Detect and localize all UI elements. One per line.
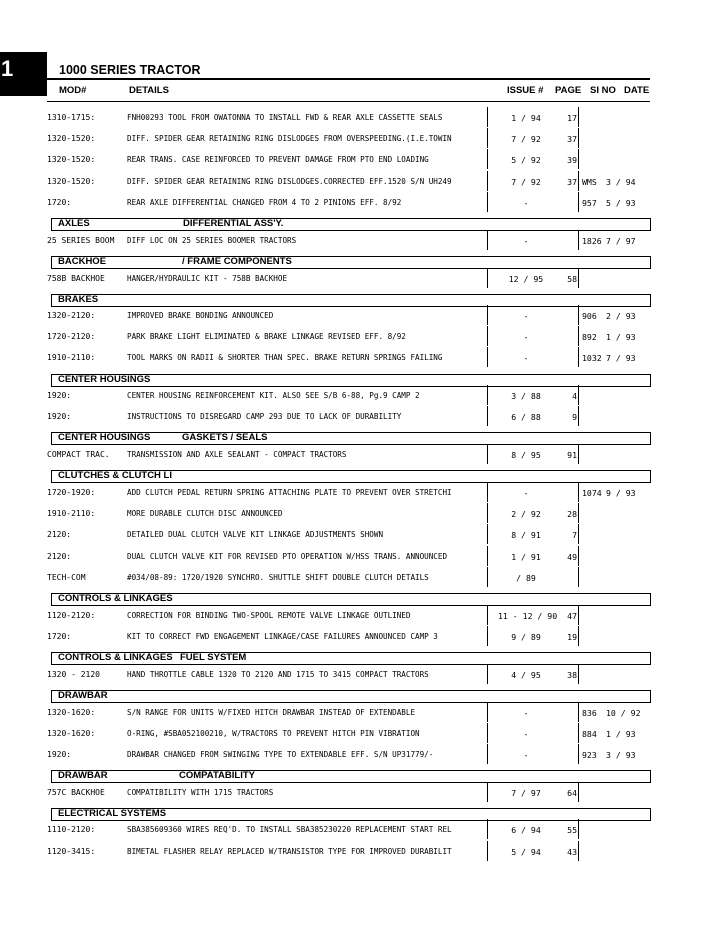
row-si-no: WMS <box>582 177 597 187</box>
row-date: 3 / 93 <box>606 750 636 760</box>
column-divider <box>578 305 579 325</box>
row-issue: / 89 <box>516 573 536 583</box>
col-header-mod: MOD# <box>59 85 87 96</box>
section-underline <box>52 386 155 387</box>
section-underline <box>52 820 170 821</box>
title-rule <box>47 78 650 80</box>
row-page: 43 <box>567 847 577 857</box>
row-details: TOOL MARKS ON RADII & SHORTER THAN SPEC. BRAKE RETURN SPRINGS FAILING <box>127 353 443 362</box>
row-issue: 6 / 88 <box>511 412 541 422</box>
section-sublabel: DIFFERENTIAL ASS'Y. <box>183 218 284 229</box>
row-issue: - <box>523 708 529 718</box>
row-date: 3 / 94 <box>606 177 636 187</box>
table-row <box>0 825 721 839</box>
row-issue: - <box>523 750 529 760</box>
row-issue: 1 / 91 <box>511 552 541 562</box>
row-issue: 5 / 94 <box>511 847 541 857</box>
row-mod: 1120-2120: <box>47 611 96 620</box>
row-details: FNH00293 TOOL FROM OWATONNA TO INSTALL FWD & REAR AXLE CASSETTE SEALS <box>127 113 443 122</box>
column-divider <box>487 268 488 288</box>
section-label: DRAWBAR <box>58 690 108 701</box>
section-header-controls-linkages <box>51 593 651 606</box>
row-issue: - <box>523 729 529 739</box>
row-details: S/N RANGE FOR UNITS W/FIXED HITCH DRAWBAR INSTEAD OF EXTENDABLE <box>127 708 416 717</box>
row-date: 5 / 93 <box>606 198 636 208</box>
row-details: TRANSMISSION AND AXLE SEALANT - COMPACT TRACTORS <box>127 450 347 459</box>
row-mod: 1920: <box>47 750 72 759</box>
column-divider <box>487 149 488 169</box>
section-label: CONTROLS & LINKAGES <box>58 652 173 663</box>
column-divider <box>578 107 579 127</box>
section-header-center-housings <box>51 374 651 387</box>
column-divider <box>487 819 488 839</box>
section-sublabel: FUEL SYSTEM <box>180 652 247 663</box>
row-page: 37 <box>567 177 577 187</box>
column-divider <box>487 702 488 722</box>
row-issue: - <box>523 198 529 208</box>
row-si-no: 957 <box>582 198 597 208</box>
table-row <box>0 332 721 346</box>
row-issue: 7 / 92 <box>511 134 541 144</box>
section-label: ELECTRICAL SYSTEMS <box>58 808 167 819</box>
column-divider <box>578 385 579 405</box>
section-header-backhoe <box>51 256 651 269</box>
row-issue: 6 / 94 <box>511 825 541 835</box>
row-mod: 1320-1520: <box>47 155 96 164</box>
col-header-details: DETAILS <box>129 85 169 96</box>
row-page: 7 <box>572 530 577 540</box>
table-row <box>0 412 721 426</box>
row-details: O-RING, #SBA052100210, W/TRACTORS TO PREVENT HITCH PIN VIBRATION <box>127 729 420 738</box>
column-divider <box>487 524 488 544</box>
column-divider <box>487 546 488 566</box>
column-divider <box>487 107 488 127</box>
section-underline <box>52 268 290 269</box>
row-date: 7 / 97 <box>606 236 636 246</box>
table-row <box>0 670 721 684</box>
column-divider <box>487 171 488 191</box>
column-divider <box>578 171 579 191</box>
column-divider <box>487 744 488 764</box>
section-sublabel: COMPATABILITY <box>179 770 255 781</box>
row-issue: 9 / 89 <box>511 632 541 642</box>
row-mod: 2120: <box>47 530 72 539</box>
row-page: 9 <box>572 412 577 422</box>
row-page: 19 <box>567 632 577 642</box>
column-divider <box>487 782 488 802</box>
row-issue: - <box>523 236 529 246</box>
section-underline <box>52 306 99 307</box>
row-details: DUAL CLUTCH VALVE KIT FOR REVISED PTO OPERATION W/HSS TRANS. ANNOUNCED <box>127 552 448 561</box>
row-mod: 1320-1620: <box>47 729 96 738</box>
table-row <box>0 611 721 625</box>
row-date: 2 / 93 <box>606 311 636 321</box>
section-underline <box>52 605 177 606</box>
row-mod: 1920: <box>47 391 72 400</box>
row-mod: 2120: <box>47 552 72 561</box>
row-mod: 1720-2120: <box>47 332 96 341</box>
column-divider <box>487 230 488 250</box>
row-issue: 8 / 95 <box>511 450 541 460</box>
chapter-tab-number: 1 <box>1 56 14 81</box>
section-underline <box>52 702 110 703</box>
table-row <box>0 573 721 587</box>
row-issue: - <box>523 311 529 321</box>
section-header-brakes <box>51 294 651 307</box>
row-si-no: 884 <box>582 729 597 739</box>
section-underline <box>52 664 248 665</box>
row-details: #034/08-89: 1720/1920 SYNCHRO. SHUTTLE SHIFT DOUBLE CLUTCH DETAILS <box>127 573 429 582</box>
table-row <box>0 729 721 743</box>
section-header-controls-fuel <box>51 652 651 665</box>
row-mod: 1910-2110: <box>47 353 96 362</box>
row-details: KIT TO CORRECT FWD ENGAGEMENT LINKAGE/CASE FAILURES ANNOUNCED CAMP 3 <box>127 632 438 641</box>
section-underline <box>52 444 270 445</box>
column-divider <box>578 567 579 587</box>
row-details: REAR AXLE DIFFERENTIAL CHANGED FROM 4 TO 2 PINIONS EFF. 8/92 <box>127 198 402 207</box>
chapter-tab <box>0 52 47 96</box>
row-si-no: 906 <box>582 311 597 321</box>
row-details: IMPROVED BRAKE BONDING ANNOUNCED <box>127 311 274 320</box>
row-mod: 1720-1920: <box>47 488 96 497</box>
row-si-no: 1032 <box>582 353 602 363</box>
row-issue: 7 / 92 <box>511 177 541 187</box>
column-divider <box>578 444 579 464</box>
section-label: DRAWBAR <box>58 770 108 781</box>
table-row <box>0 788 721 802</box>
row-mod: 1720: <box>47 198 72 207</box>
column-divider <box>487 841 488 861</box>
row-mod: 758B BACKHOE <box>47 274 105 283</box>
row-mod: 25 SERIES BOOM <box>47 236 115 245</box>
row-mod: 1320 - 2120 <box>47 670 100 679</box>
column-divider <box>578 819 579 839</box>
section-label: CONTROLS & LINKAGES <box>58 593 173 604</box>
header-rule <box>47 101 650 102</box>
column-divider <box>578 268 579 288</box>
row-mod: 1320-1620: <box>47 708 96 717</box>
section-label: BRAKES <box>58 294 99 305</box>
section-label: CLUTCHES & CLUTCH LI <box>58 470 172 481</box>
page-title: 1000 SERIES TRACTOR <box>59 63 201 77</box>
row-details: DIFF. SPIDER GEAR RETAINING RING DISLODGES.CORRECTED EFF.1520 S/N UH249 <box>127 177 452 186</box>
table-row <box>0 391 721 405</box>
column-divider <box>578 149 579 169</box>
row-details: REAR TRANS. CASE REINFORCED TO PREVENT DAMAGE FROM PTO END LOADING <box>127 155 429 164</box>
row-details: HANGER/HYDRAULIC KIT - 758B BACKHOE <box>127 274 288 283</box>
row-page: 37 <box>567 134 577 144</box>
row-si-no: 836 <box>582 708 597 718</box>
section-header-clutches <box>51 470 651 483</box>
column-divider <box>578 546 579 566</box>
row-date: 1 / 93 <box>606 332 636 342</box>
row-issue: - <box>523 488 529 498</box>
section-header-axles <box>51 218 651 231</box>
col-header-date: DATE <box>624 85 650 96</box>
section-label: AXLES <box>58 218 90 229</box>
column-divider <box>487 503 488 523</box>
row-issue: 5 / 92 <box>511 155 541 165</box>
section-underline <box>52 782 260 783</box>
row-date: 7 / 93 <box>606 353 636 363</box>
row-details: HAND THROTTLE CABLE 1320 TO 2120 AND 1715 TO 3415 COMPACT TRACTORS <box>127 670 429 679</box>
row-issue: 3 / 88 <box>511 391 541 401</box>
row-mod: 1110-2120: <box>47 825 96 834</box>
col-header-page: PAGE <box>555 85 582 96</box>
column-divider <box>487 567 488 587</box>
column-divider <box>487 385 488 405</box>
row-si-no: 1074 <box>582 488 602 498</box>
column-divider <box>487 482 488 502</box>
column-divider <box>578 503 579 523</box>
column-divider <box>578 723 579 743</box>
row-issue: 8 / 91 <box>511 530 541 540</box>
table-row <box>0 198 721 212</box>
row-issue: 7 / 97 <box>511 788 541 798</box>
column-divider <box>487 444 488 464</box>
table-row <box>0 155 721 169</box>
row-page: 38 <box>567 670 577 680</box>
row-issue: 1 / 94 <box>511 113 541 123</box>
row-page: 47 <box>567 611 577 621</box>
row-page: 17 <box>567 113 577 123</box>
column-divider <box>487 605 488 625</box>
column-divider <box>578 482 579 502</box>
row-mod: 1910-2110: <box>47 509 96 518</box>
row-mod: 1120-3415: <box>47 847 96 856</box>
row-details: DIFF. SPIDER GEAR RETAINING RING DISLODGES FROM OVERSPEEDING.(I.E.TOWIN <box>127 134 452 143</box>
col-header-issue: ISSUE # <box>507 85 544 96</box>
row-page: 64 <box>567 788 577 798</box>
column-divider <box>578 326 579 346</box>
row-si-no: 1826 <box>582 236 602 246</box>
table-row <box>0 134 721 148</box>
table-row <box>0 488 721 502</box>
column-divider <box>487 192 488 212</box>
row-details: DETAILED DUAL CLUTCH VALVE KIT LINKAGE ADJUSTMENTS SHOWN <box>127 530 384 539</box>
row-issue: - <box>523 332 529 342</box>
section-underline <box>52 482 180 483</box>
table-row <box>0 847 721 861</box>
column-divider <box>578 664 579 684</box>
table-row <box>0 750 721 764</box>
column-divider <box>487 723 488 743</box>
column-divider <box>578 782 579 802</box>
row-mod: 1310-1715: <box>47 113 96 122</box>
row-issue: 11 - 12 / 90 <box>498 611 558 621</box>
row-issue: 4 / 95 <box>511 670 541 680</box>
section-underline <box>52 230 285 231</box>
column-divider <box>578 230 579 250</box>
table-row <box>0 311 721 325</box>
col-header-si-no: SI NO <box>590 85 616 96</box>
column-divider <box>487 347 488 367</box>
column-divider <box>487 626 488 646</box>
table-row <box>0 708 721 722</box>
section-label: BACKHOE <box>58 256 107 267</box>
table-row <box>0 353 721 367</box>
table-row <box>0 552 721 566</box>
row-details: DRAWBAR CHANGED FROM SWINGING TYPE TO EXTENDABLE EFF. S/N UP31779/- <box>127 750 434 759</box>
row-issue: 2 / 92 <box>511 509 541 519</box>
column-divider <box>487 128 488 148</box>
row-details: ADD CLUTCH PEDAL RETURN SPRING ATTACHING PLATE TO PREVENT OVER STRETCHI <box>127 488 452 497</box>
table-row <box>0 113 721 127</box>
row-details: INSTRUCTIONS TO DISREGARD CAMP 293 DUE TO LACK OF DURABILITY <box>127 412 402 421</box>
row-details: SBA385609360 WIRES REQ'D. TO INSTALL SBA385230220 REPLACEMENT START REL <box>127 825 452 834</box>
table-row <box>0 509 721 523</box>
row-details: COMPATIBILITY WITH 1715 TRACTORS <box>127 788 274 797</box>
section-label: CENTER HOUSINGS <box>58 432 151 443</box>
row-details: CORRECTION FOR BINDING TWO-SPOOL REMOTE VALVE LINKAGE OUTLINED <box>127 611 411 620</box>
table-row <box>0 530 721 544</box>
row-details: PARK BRAKE LIGHT ELIMINATED & BRAKE LINKAGE REVISED EFF. 8/92 <box>127 332 406 341</box>
row-details: CENTER HOUSING REINFORCEMENT KIT. ALSO SEE S/B 6-88, Pg.9 CAMP 2 <box>127 391 420 400</box>
column-divider <box>578 524 579 544</box>
table-row <box>0 236 721 250</box>
row-page: 49 <box>567 552 577 562</box>
row-mod: 1320-1520: <box>47 177 96 186</box>
column-divider <box>578 626 579 646</box>
section-label: CENTER HOUSINGS <box>58 374 151 385</box>
row-page: 55 <box>567 825 577 835</box>
row-date: 10 / 92 <box>606 708 641 718</box>
row-date: 9 / 93 <box>606 488 636 498</box>
row-mod: 1920: <box>47 412 72 421</box>
section-header-drawbar-compat <box>51 770 651 783</box>
table-row <box>0 632 721 646</box>
column-divider <box>578 128 579 148</box>
row-details: MORE DURABLE CLUTCH DISC ANNOUNCED <box>127 509 283 518</box>
section-header-electrical <box>51 808 651 821</box>
row-details: BIMETAL FLASHER RELAY REPLACED W/TRANSISTOR TYPE FOR IMPROVED DURABILIT <box>127 847 452 856</box>
row-date: 1 / 93 <box>606 729 636 739</box>
row-issue: - <box>523 353 529 363</box>
row-details: DIFF LOC ON 25 SERIES BOOMER TRACTORS <box>127 236 297 245</box>
column-divider <box>487 664 488 684</box>
section-sublabel: / FRAME COMPONENTS <box>182 256 292 267</box>
column-divider <box>487 406 488 426</box>
table-row <box>0 177 721 191</box>
column-divider <box>578 841 579 861</box>
section-header-center-housings-gaskets <box>51 432 651 445</box>
row-page: 58 <box>567 274 577 284</box>
column-divider <box>578 702 579 722</box>
row-mod: 1720: <box>47 632 72 641</box>
row-mod: 1320-2120: <box>47 311 96 320</box>
row-issue: 12 / 95 <box>508 274 544 284</box>
column-divider <box>578 744 579 764</box>
row-page: 4 <box>572 391 577 401</box>
row-page: 91 <box>567 450 577 460</box>
column-divider <box>487 326 488 346</box>
row-mod: 1320-1520: <box>47 134 96 143</box>
row-si-no: 923 <box>582 750 597 760</box>
row-mod: 757C BACKHOE <box>47 788 105 797</box>
column-divider <box>578 347 579 367</box>
section-header-drawbar <box>51 690 651 703</box>
row-mod: TECH-COM <box>47 573 86 582</box>
column-divider <box>578 192 579 212</box>
column-divider <box>578 406 579 426</box>
row-mod: COMPACT TRAC. <box>47 450 110 459</box>
row-page: 28 <box>567 509 577 519</box>
column-divider <box>578 605 579 625</box>
column-divider <box>487 305 488 325</box>
table-row <box>0 450 721 464</box>
row-page: 39 <box>567 155 577 165</box>
section-sublabel: GASKETS / SEALS <box>182 432 268 443</box>
row-si-no: 892 <box>582 332 597 342</box>
table-row <box>0 274 721 288</box>
